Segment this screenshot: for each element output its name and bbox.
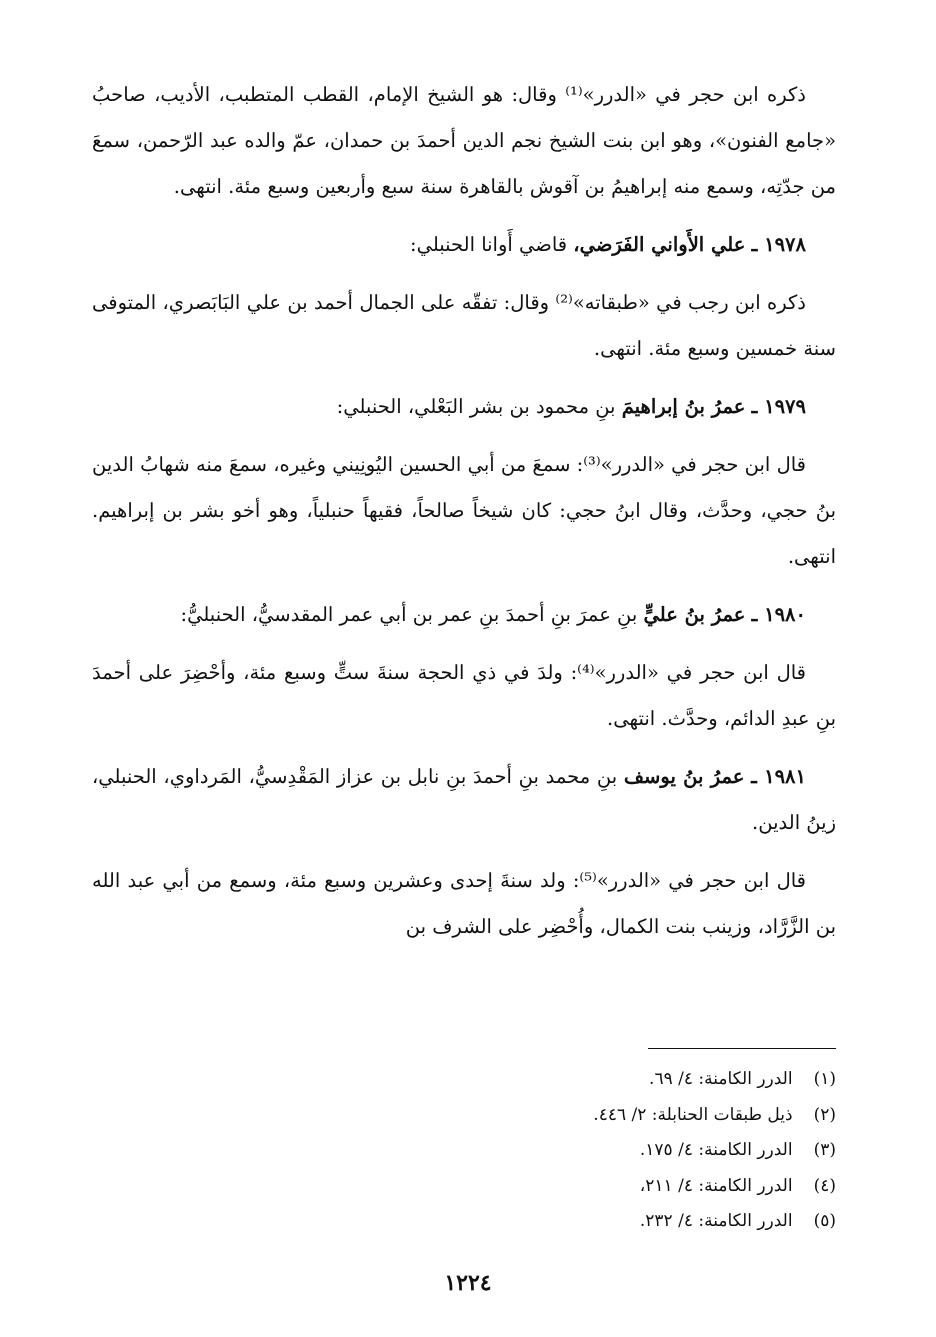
footnote-divider (648, 1048, 836, 1049)
footnote-3 (236, 1135, 836, 1171)
entry-number: ١٩٨٠ ـ (751, 603, 806, 626)
footnote-number: (٢) (813, 1104, 836, 1125)
page-body (92, 72, 836, 962)
footnote-number: (٣) (813, 1140, 836, 1160)
footnote-text: الدرر الكامنة: ٤/ ١٧٥. (639, 1140, 793, 1160)
footnote-2 (236, 1100, 836, 1136)
footnote-text: ذيل طبقات الحنابلة: ٢/ ٤٤٦. (593, 1104, 793, 1125)
entry-1978 (92, 222, 836, 268)
entry-number: ١٩٨١ ـ (751, 765, 807, 788)
footnote-text: الدرر الكامنة: ٤/ ٦٩. (649, 1069, 793, 1089)
entry-rest: بنِ محمود بن بشر البَعْلي، الحنبلي: (336, 395, 616, 418)
entry-rest: بنِ محمد بنِ أحمدَ بنِ نابل بن عزاز المَقْدِسيُّ، المَرداوي، الحنبلي، زينُ الدين. (92, 765, 836, 834)
paragraph-4: قال ابن حجر في «الدرر»⁽⁴⁾: ولدَ في ذي الحجة سنةَ ستٍّ وسبع مئة، وأحْضِرَ على أحمدَ بنِ عبدِ الدائم، وحدَّث. انتهى. (92, 661, 836, 730)
page-number: ١٢٢٤ (444, 1270, 492, 1296)
entry-number: ١٩٧٩ ـ (751, 395, 806, 418)
footnote-5 (236, 1206, 836, 1242)
entry-rest: قاضي أَوانا الحنبلي: (410, 233, 568, 256)
paragraph-1: ذكره ابن حجر في «الدرر»⁽¹⁾ وقال: هو الشيخ الإمام، القطب المتطبب، الأديب، صاحبُ «جامع الفنون»، وهو ابن بنت الشيخ نجم الدين أحمدَ بن حمدان، عمّ والده عبد الرّحمن، سمعَ من جدّتِه، وسمع منه إبراهيمُ بن آقوش بالقاهرة سنة سبع وأربعين وسبع مئة. انتهى. (92, 83, 836, 198)
paragraph-2: ذكره ابن رجب في «طبقاته»⁽²⁾ وقال: تفقّه على الجمال أحمد بن علي البَابَصري، المتوفى سنة خمسين وسبع مئة. انتهى. (92, 291, 836, 360)
footnotes (236, 1064, 836, 1242)
entry-name: عمرُ بنُ إبراهيمَ (621, 395, 746, 418)
entry-number: ١٩٧٨ ـ (751, 233, 806, 256)
footnote-text: الدرر الكامنة: ٤/ ٢٣٢. (639, 1211, 793, 1231)
entry-1981 (92, 754, 836, 846)
entry-name: علي الأَواني الفَرَضي، (573, 233, 746, 256)
footnote-1 (236, 1064, 836, 1100)
footnote-number: (١) (813, 1069, 836, 1089)
footnote-text: الدرر الكامنة: ٤/ ٢١١، (639, 1175, 793, 1196)
entry-1979 (92, 384, 836, 430)
footnote-4 (236, 1171, 836, 1207)
entry-rest: بنِ عمرَ بنِ أحمدَ بنِ عمر بن أبي عمر المقدسيُّ، الحنبليُّ: (180, 603, 638, 626)
footnote-number: (٥) (813, 1211, 836, 1231)
entry-1980 (92, 592, 836, 638)
footnote-number: (٤) (813, 1175, 836, 1196)
paragraph-5: قال ابن حجر في «الدرر»⁽⁵⁾: ولد سنةَ إحدى وعشرين وسبع مئة، وسمع من أبي عبد الله بن الزَّرَّاد، وزينب بنت الكمال، وأُحْضِر على الشرف بن (92, 869, 836, 938)
paragraph-3: قال ابن حجر في «الدرر»⁽³⁾: سمعَ من أبي الحسين اليُونِيني وغيره، سمعَ منه شهابُ الدين بنُ حجي، وحدَّث، وقال ابنُ حجي: كان شيخاً صالحاً، فقيهاً حنبلياً، وهو أخو بشر بن إبراهيم. انتهى. (92, 453, 836, 568)
entry-name: عمرُ بنُ عليٍّ (643, 603, 746, 626)
entry-name: عمرُ بنُ يوسف (623, 765, 745, 788)
